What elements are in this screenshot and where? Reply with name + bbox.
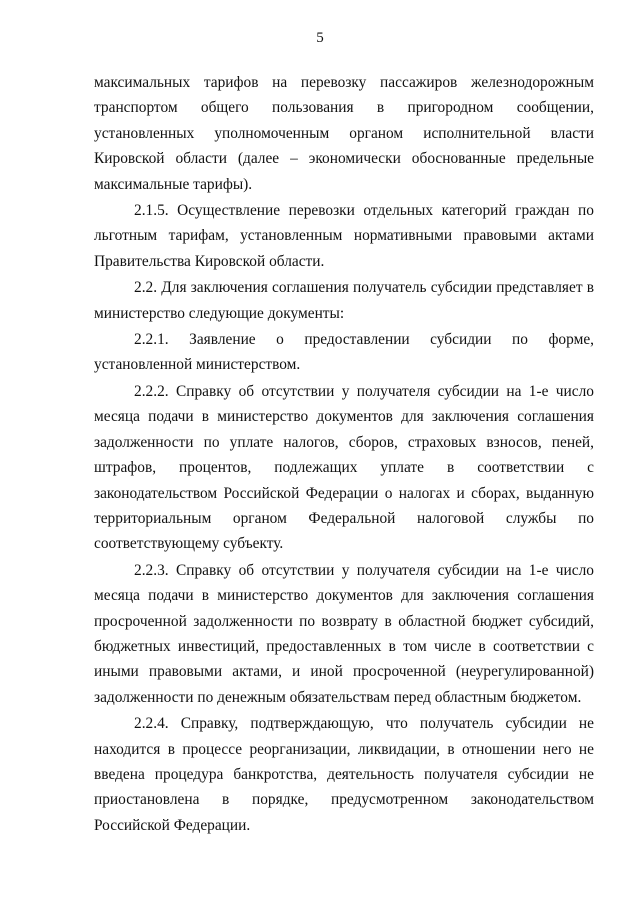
paragraph-2-2-3: 2.2.3. Справку об отсутствии у получателя субсидии на 1-е число месяца подачи в министерство документов для заключения соглашения просроченной задолженности по возврату в областной бюджет субсидий, бюджетных инвестиций, предоставленных в том числе в соответствии с иными правовыми актами, и иной просроченной (неурегулированной) задолженности по денежным обязательствам перед областным бюджетом.: [94, 561, 594, 706]
paragraph-2-1-5: 2.1.5. Осуществление перевозки отдельных категорий граждан по льготным тарифам, установленным нормативными правовыми актами Правительства Кировской области.: [94, 202, 594, 270]
paragraph-continuation: максимальных тарифов на перевозку пассажиров железнодорожным транспортом общего пользования в пригородном сообщении, установленных уполномоченным органом исполнительной власти Кировской области (далее – экономически обоснованные предельные максимальные тарифы).: [94, 74, 594, 193]
paragraph-2-2-4: 2.2.4. Справку, подтверждающую, что получатель субсидии не находится в процессе реорганизации, ликвидации, в отношении него не введена процедура банкротства, деятельность получателя субсидии не приостановлена в порядке, предусмотренном законодательством Российской Федерации.: [94, 715, 594, 834]
paragraph-2-2-1: 2.2.1. Заявление о предоставлении субсидии по форме, установленной министерством.: [94, 331, 594, 374]
document-body: [94, 70, 594, 838]
paragraph-2-2-2: 2.2.2. Справку об отсутствии у получателя субсидии на 1-е число месяца подачи в министерство документов для заключения соглашения задолженности по уплате налогов, сборов, страховых взносов, пеней, штрафов, процентов, подлежащих уплате в соответствии с законодательством Российской Федерации о налогах и сборах, выданную территориальным органом Федеральной налоговой службы по соответствующему субъекту.: [94, 382, 594, 553]
page-number: 5: [316, 30, 324, 46]
paragraph-2-2: 2.2. Для заключения соглашения получатель субсидии представляет в министерство следующие документы:: [94, 279, 594, 322]
